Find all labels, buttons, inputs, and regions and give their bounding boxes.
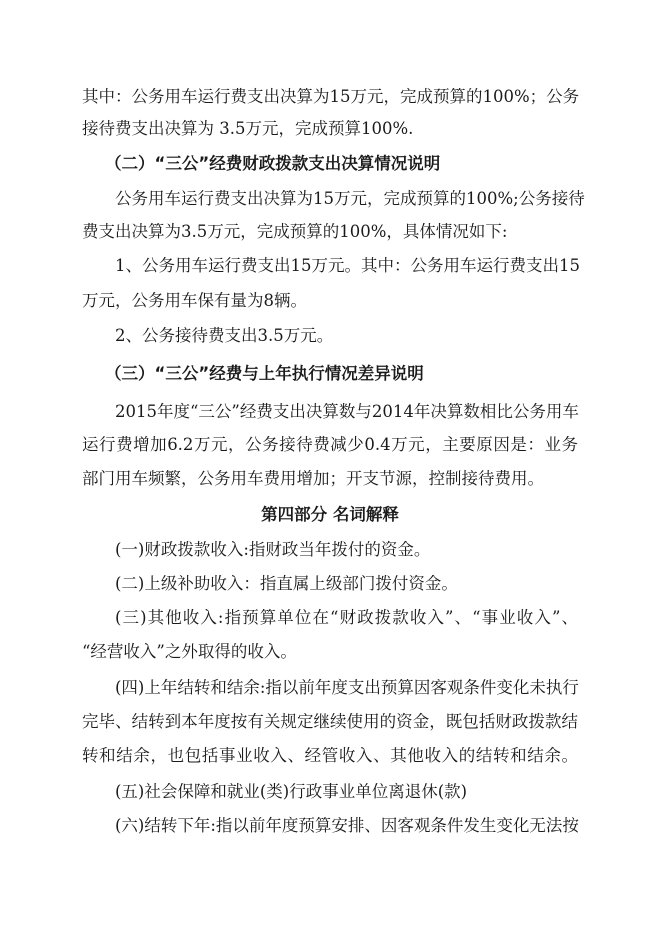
paragraph-line: 公务用车运行费支出决算为15万元，完成预算的100%;公务接待 <box>115 189 585 208</box>
paragraph-line: (四)上年结转和结余:指以前年度支出预算因客观条件变化未执行 <box>115 678 579 697</box>
paragraph-line: 费支出决算为3.5万元，完成预算的100%，具体情况如下: <box>82 222 508 241</box>
paragraph-line: (一)财政拨款收入:指财政当年拨付的资金。 <box>115 540 431 559</box>
paragraph-line: (五)社会保障和就业(类)行政事业单位离退休(款) <box>115 782 468 801</box>
part-heading: 第四部分 名词解释 <box>261 505 399 524</box>
paragraph-line: (二)上级补助收入：指直属上级部门拨付资金。 <box>115 574 458 593</box>
paragraph-line: “经营收入”之外取得的收入。 <box>82 642 297 661</box>
paragraph-line: 部门用车频繁，公务用车费用增加；开支节源，控制接待费用。 <box>82 469 544 488</box>
paragraph-line: 2、公务接待费支出3.5万元。 <box>115 326 334 345</box>
paragraph-line: (六)结转下年:指以前年度预算安排、因客观条件发生变化无法按 <box>115 816 579 835</box>
section-heading: （二）“三公”经费财政拨款支出决算情况说明 <box>105 154 441 173</box>
section-heading: （三）“三公”经费与上年执行情况差异说明 <box>105 364 424 383</box>
paragraph-line: 2015年度“三公”经费支出决算数与2014年决算数相比公务用车 <box>115 402 579 421</box>
paragraph-line: 其中：公务用车运行费支出决算为15万元，完成预算的100%；公务 <box>82 87 580 106</box>
paragraph-line: 万元，公务用车保有量为8辆。 <box>82 291 307 310</box>
paragraph-line: 运行费增加6.2万元，公务接待费减少0.4万元，主要原因是：业务 <box>82 435 578 454</box>
paragraph-line: 转和结余，也包括事业收入、经管收入、其他收入的结转和结余。 <box>82 746 578 765</box>
paragraph-line: 接待费支出决算为 3.5万元，完成预算100%. <box>82 119 414 138</box>
paragraph-line: 1、公务用车运行费支出15万元。其中：公务用车运行费支出15 <box>115 256 580 275</box>
paragraph-line: (三)其他收入:指预算单位在“财政拨款收入”、“事业收入”、 <box>115 608 578 627</box>
paragraph-line: 完毕、结转到本年度按有关规定继续使用的资金，既包括财政拨款结 <box>82 712 578 731</box>
